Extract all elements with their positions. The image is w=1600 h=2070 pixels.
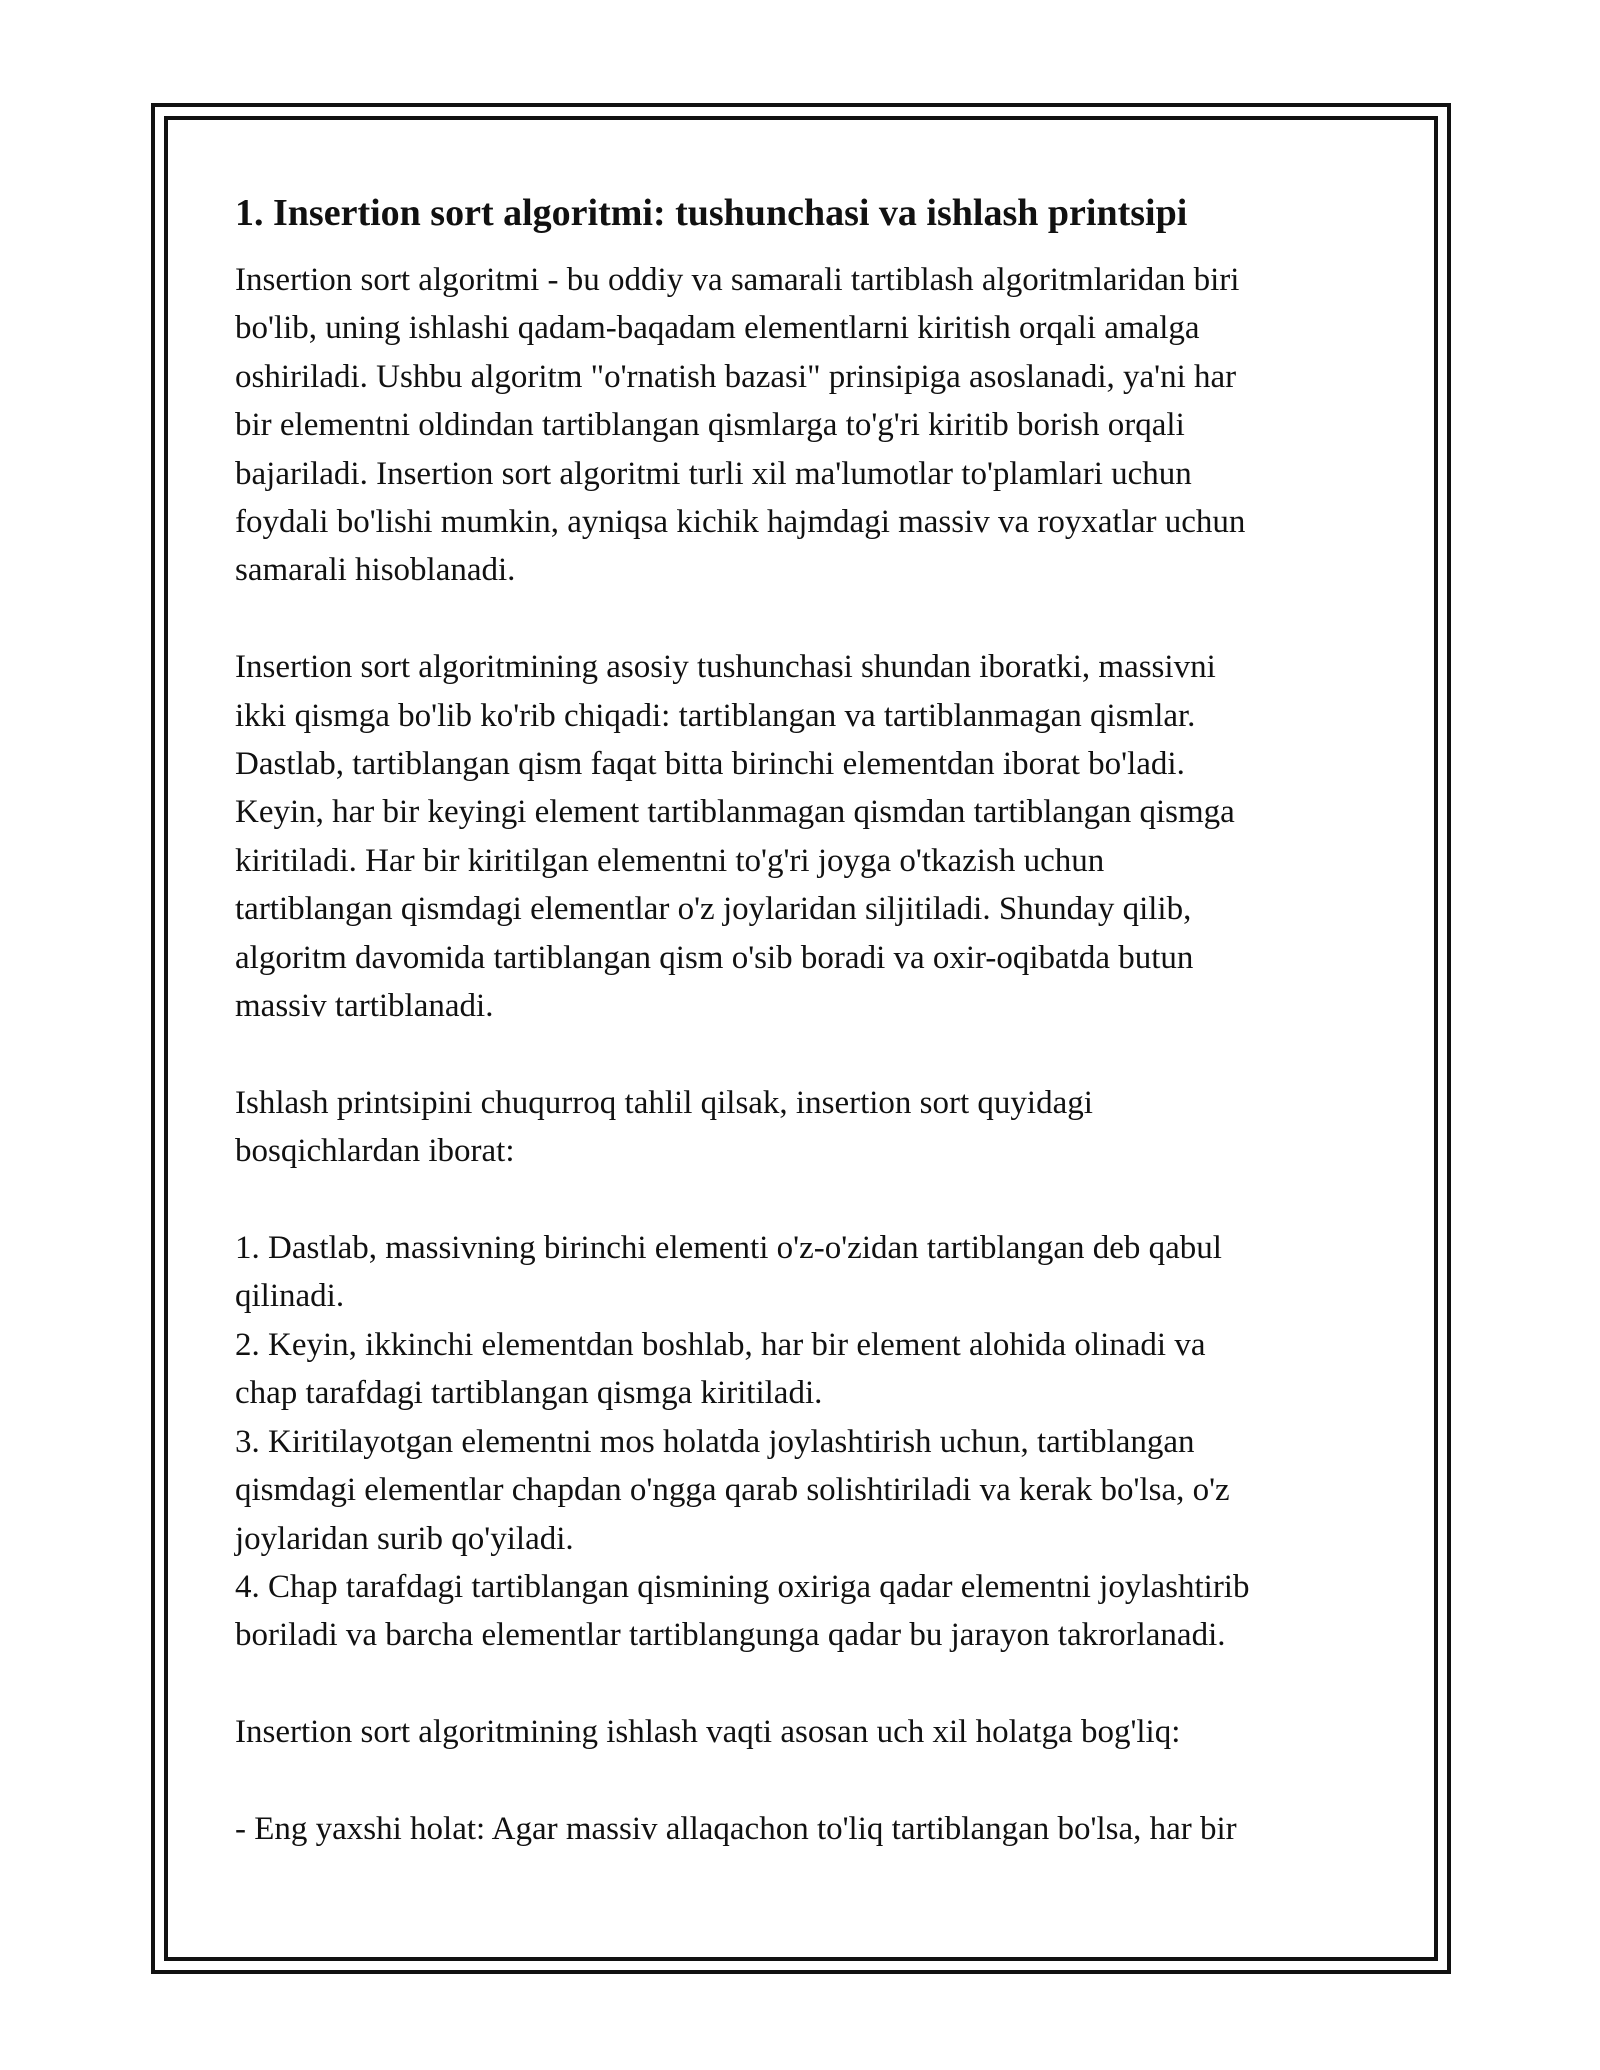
paragraph-gap — [235, 1030, 1385, 1078]
text-line: Insertion sort algoritmining ishlash vaqti asosan uch xil holatga bog'liq: — [235, 1714, 1181, 1751]
paragraph-best-case — [235, 1805, 1385, 1853]
text-line: bosqichlardan iborat: — [235, 1133, 515, 1170]
paragraph-concept — [235, 643, 1385, 1030]
text-line: tartiblangan qismdagi elementlar o'z joylaridan siljitiladi. Shunday qilib, — [235, 891, 1192, 928]
text-line: bo'lib, uning ishlashi qadam-baqadam elementlarni kiritish orqali amalga — [235, 310, 1200, 347]
text-line: samarali hisoblanadi. — [235, 552, 516, 589]
text-line: Dastlab, tartiblangan qism faqat bitta birinchi elementdan iborat bo'ladi. — [235, 746, 1185, 783]
text-line: bir elementni oldindan tartiblangan qismlarga to'g'ri kiritib borish orqali — [235, 407, 1185, 444]
paragraph-gap — [235, 1660, 1385, 1708]
list-item-line: qismdagi elementlar chapdan o'ngga qarab solishtiriladi va kerak bo'lsa, o'z — [235, 1472, 1230, 1509]
list-item-line: 1. Dastlab, massivning birinchi elementi o'z-o'zidan tartiblangan deb qabul — [235, 1230, 1222, 1267]
paragraph-gap — [235, 1176, 1385, 1224]
section-title: 1. Insertion sort algoritmi: tushunchasi va ishlash printsipi — [235, 192, 1188, 234]
list-item-line: joylaridan surib qo'yiladi. — [235, 1520, 574, 1557]
paragraph-gap — [235, 595, 1385, 643]
text-line: Ishlash printsipini chuqurroq tahlil qilsak, insertion sort quyidagi — [235, 1084, 1093, 1121]
paragraph-intro — [235, 256, 1385, 595]
list-item-line: 4. Chap tarafdagi tartiblangan qismining oxiriga qadar elementni joylashtirib — [235, 1568, 1250, 1605]
text-line: oshiriladi. Ushbu algoritm "o'rnatish bazasi" prinsipiga asoslanadi, ya'ni har — [235, 358, 1237, 395]
list-item-line: qilinadi. — [235, 1278, 345, 1315]
text-line: foydali bo'lishi mumkin, ayniqsa kichik hajmdagi massiv va royxatlar uchun — [235, 504, 1246, 541]
list-item-line: 2. Keyin, ikkinchi elementdan boshlab, har bir element alohida olinadi va — [235, 1326, 1206, 1363]
text-line: kiritiladi. Har bir kiritilgan elementni to'g'ri joyga o'tkazish uchun — [235, 842, 1105, 879]
text-line: algoritm davomida tartiblangan qism o'sib boradi va oxir-oqibatda butun — [235, 939, 1194, 976]
text-line: Insertion sort algoritmi - bu oddiy va samarali tartiblash algoritmlaridan biri — [235, 262, 1240, 298]
list-item-line: 3. Kiritilayotgan elementni mos holatda joylashtirish uchun, tartiblangan — [235, 1423, 1195, 1460]
paragraph-principle — [235, 1079, 1385, 1176]
text-line: - Eng yaxshi holat: Agar massiv allaqachon to'liq tartiblangan bo'lsa, har bir — [235, 1810, 1237, 1847]
paragraph-gap — [235, 1757, 1385, 1805]
steps-list — [235, 1224, 1385, 1660]
text-line: bajariladi. Insertion sort algoritmi turli xil ma'lumotlar to'plamlari uchun — [235, 455, 1192, 492]
list-item-line: boriladi va barcha elementlar tartiblangunga qadar bu jarayon takrorlanadi. — [235, 1617, 1226, 1654]
text-line: massiv tartiblanadi. — [235, 988, 494, 1025]
list-item-line: chap tarafdagi tartiblangan qismga kiritiladi. — [235, 1375, 823, 1412]
text-line: Keyin, har bir keyingi element tartiblanmagan qismdan tartiblangan qismga — [235, 794, 1235, 831]
paragraph-complexity — [235, 1708, 1385, 1756]
text-line: Insertion sort algoritmining asosiy tushunchasi shundan iboratki, massivni — [235, 649, 1216, 686]
document-body — [235, 186, 1385, 1853]
text-line: ikki qismga bo'lib ko'rib chiqadi: tartiblangan va tartiblanmagan qismlar. — [235, 697, 1196, 734]
